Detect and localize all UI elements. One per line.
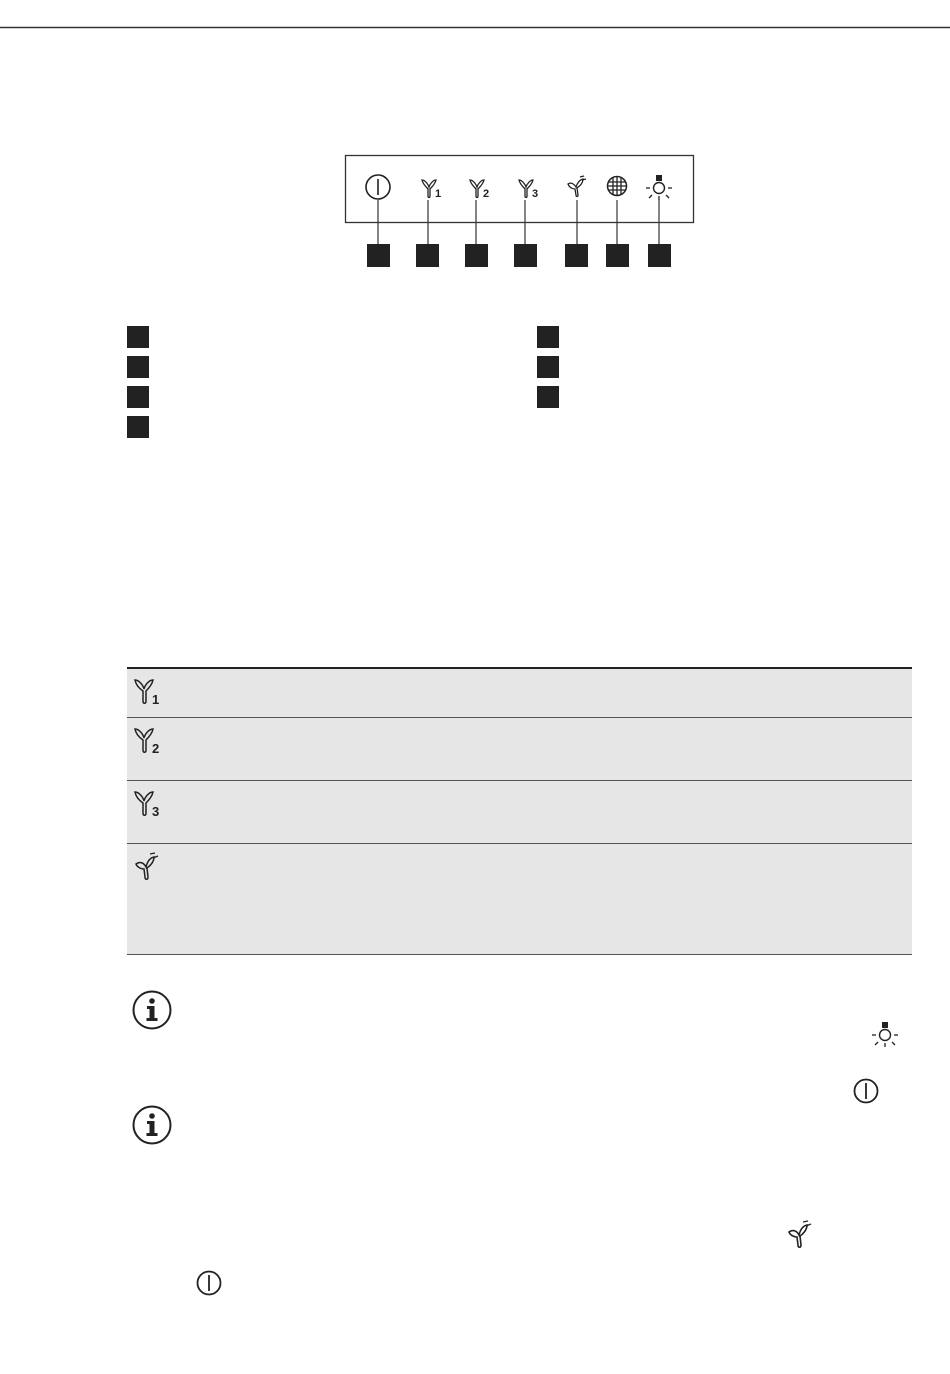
legend-marker-7 xyxy=(537,386,559,408)
callout-3 xyxy=(465,244,488,267)
svg-text:2: 2 xyxy=(483,188,490,200)
info-icon xyxy=(132,1105,172,1145)
fan-speed-2-icon xyxy=(132,726,166,756)
table-row xyxy=(127,781,912,844)
callout-5 xyxy=(565,244,588,267)
fan-speed-digit: 1 xyxy=(152,692,160,707)
callout-4 xyxy=(514,244,537,267)
fan-speed-1-icon[interactable] xyxy=(422,180,441,200)
fan-speed-3-icon[interactable] xyxy=(519,180,538,200)
fan-speed-2-icon[interactable] xyxy=(470,180,489,200)
power-icon[interactable] xyxy=(366,175,390,199)
svg-text:3: 3 xyxy=(532,188,539,200)
fan-speed-table xyxy=(127,667,912,955)
callout-1 xyxy=(367,244,390,267)
fan-speed-1-icon xyxy=(132,677,166,707)
legend-marker-6 xyxy=(537,356,559,378)
fan-speed-3-icon xyxy=(132,789,166,819)
legend-marker-1 xyxy=(127,326,149,348)
filter-grid-icon[interactable] xyxy=(608,177,627,196)
info-icon xyxy=(132,990,172,1030)
table-row xyxy=(127,667,912,718)
control-panel-frame xyxy=(346,156,694,223)
fan-intensive-icon[interactable] xyxy=(568,176,586,197)
table-row xyxy=(127,844,912,955)
light-icon xyxy=(871,1021,899,1049)
power-icon xyxy=(195,1269,223,1297)
fan-intensive-icon xyxy=(785,1220,815,1250)
legend-marker-4 xyxy=(127,416,149,438)
power-icon xyxy=(852,1077,880,1105)
legend-marker-5 xyxy=(537,326,559,348)
callout-6 xyxy=(606,244,629,267)
fan-speed-digit: 3 xyxy=(152,804,160,819)
light-icon[interactable] xyxy=(646,175,672,200)
legend-marker-2 xyxy=(127,356,149,378)
control-panel-diagram xyxy=(0,0,950,300)
callout-2 xyxy=(416,244,439,267)
fan-speed-digit: 2 xyxy=(152,741,160,756)
svg-text:1: 1 xyxy=(435,188,442,200)
callout-7 xyxy=(648,244,671,267)
legend-marker-3 xyxy=(127,386,149,408)
table-row xyxy=(127,718,912,781)
callout-markers xyxy=(367,244,671,267)
fan-intensive-icon xyxy=(132,852,166,882)
